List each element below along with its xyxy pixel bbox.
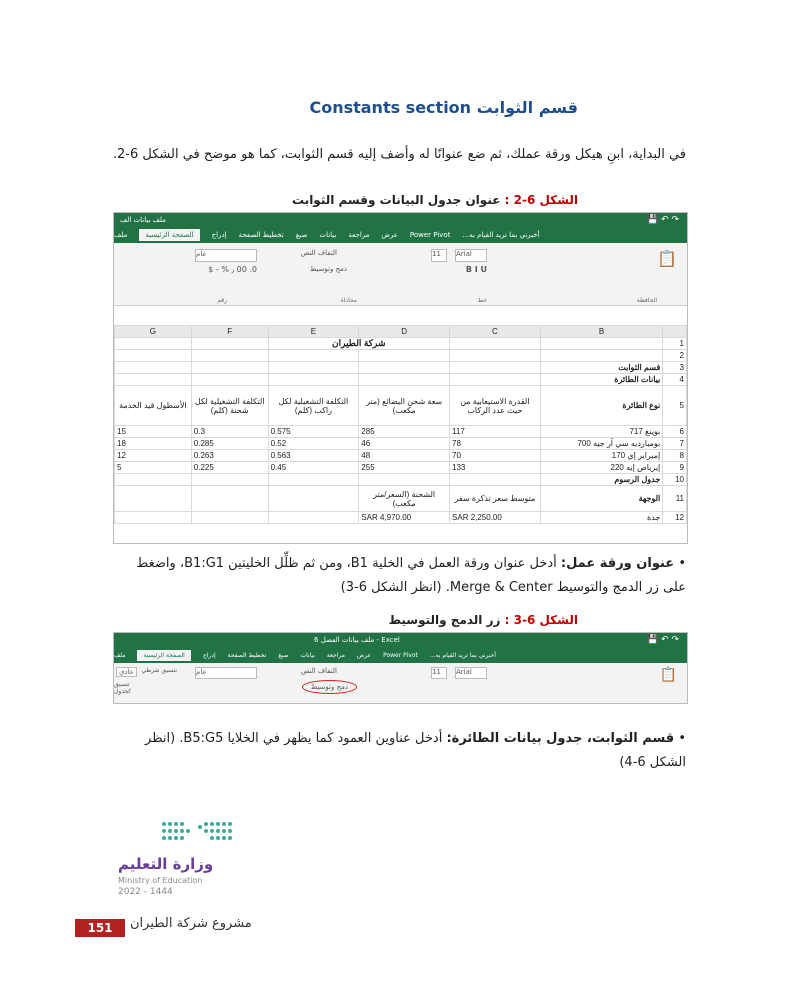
home-ribbon	[114, 243, 687, 306]
tab-power-pivot[interactable]: Power Pivot	[383, 651, 418, 659]
row-number[interactable]: 1	[663, 338, 687, 350]
ribbon-tabs	[114, 227, 687, 243]
data-cell[interactable]: 18	[115, 438, 192, 450]
window-title: ملف بيانات الفصل 6 - Excel	[314, 636, 400, 644]
font-name-select[interactable]: Arial	[455, 667, 487, 679]
bullet-constants-section	[110, 727, 686, 775]
tab-page-layout[interactable]: تخطيط الصفحة	[238, 231, 284, 239]
header-cell[interactable]: القدرة الاستيعابية من حيث عدد الركاب	[450, 386, 541, 426]
data-cell[interactable]: 5	[115, 462, 192, 474]
spreadsheet-grid	[114, 325, 687, 543]
tell-me-search[interactable]: أخبرني بما تريد القيام به...	[462, 231, 540, 239]
row-number[interactable]: 11	[663, 486, 687, 512]
tab-review[interactable]: مراجعة	[348, 231, 370, 239]
fees-header-cell[interactable]: الشحنة (السعر/متر مكعب)	[359, 486, 450, 512]
company-title-cell[interactable]: شركة الطيران	[268, 338, 449, 350]
row-number[interactable]: 3	[663, 362, 687, 374]
figure1-caption	[292, 193, 578, 207]
data-cell[interactable]: 0.45	[268, 462, 359, 474]
bold-italic-underline-buttons[interactable]: B I U	[465, 265, 487, 274]
tell-me-search[interactable]: أخبرني بما تريد القيام به...	[429, 651, 496, 659]
tab-insert[interactable]: إدراج	[211, 231, 227, 239]
col-header[interactable]: D	[359, 326, 450, 338]
header-cell[interactable]: التكلفة التشغيلية لكل شحنة (كلم)	[191, 386, 268, 426]
aircraft-type-cell[interactable]: إيرباص إيه 220	[540, 462, 663, 474]
format-table-button[interactable]: تنسيق كجدول	[114, 681, 132, 695]
tab-view[interactable]: عرض	[381, 231, 398, 239]
figure2-caption-text: زر الدمج والتوسيط	[388, 613, 501, 627]
home-ribbon	[114, 663, 687, 704]
tab-review[interactable]: مراجعة	[326, 651, 345, 659]
ribbon-tabs	[114, 647, 687, 663]
aircraft-type-cell[interactable]: بومبارديه سي آر جيه 700	[540, 438, 663, 450]
intro-paragraph: في البداية، ابنِ هيكل ورقة عملك، ثم ضع عنوانًا له وأضف إليه قسم الثوابت، كما هو موضح في الشكل 6-2.	[112, 147, 686, 162]
corner-cell[interactable]	[663, 326, 687, 338]
figure2-caption	[389, 613, 578, 627]
title-bar	[114, 633, 687, 647]
bullet-worksheet-title	[110, 552, 686, 600]
tab-view[interactable]: عرض	[356, 651, 372, 659]
window-title: ملف بيانات الف	[120, 216, 166, 224]
row-number[interactable]: 5	[663, 386, 687, 426]
data-cell[interactable]: 285	[359, 426, 450, 438]
paste-icon[interactable]: 📋	[657, 249, 677, 268]
fees-header-cell[interactable]: الوجهة	[540, 486, 663, 512]
data-cell[interactable]: 117	[450, 426, 541, 438]
bullet1-bold: عنوان ورقة عمل:	[560, 556, 675, 571]
data-cell[interactable]: 0.3	[191, 426, 268, 438]
group-number: رقم	[217, 297, 227, 304]
bullet-marker: •	[678, 731, 686, 746]
wrap-text-button[interactable]: التفاف النص	[300, 249, 337, 257]
title-bar	[114, 213, 687, 227]
bullet1-text: أدخل عنوان ورقة العمل في الخلية B1، ومن ثم ظلِّل الخليتين B1:G1، واضغط على زر الدمج والتوسيط Merge & Center. (انظر الشكل 6-3)	[136, 556, 686, 595]
header-cell[interactable]: نوع الطائرة	[540, 386, 663, 426]
logo-pattern-icon	[160, 818, 240, 848]
data-cell[interactable]: 0.263	[191, 450, 268, 462]
sheet-table	[114, 325, 687, 524]
tab-power-pivot[interactable]: Power Pivot	[409, 231, 451, 239]
header-cell[interactable]: سعة شحن البضائع (متر مكعب)	[359, 386, 450, 426]
aircraft-type-cell[interactable]: بوينغ 717	[540, 426, 663, 438]
currency-percent-buttons[interactable]: $ - % ٫ 00 .0	[208, 265, 257, 274]
save-icon[interactable]: 💾 ↶ ↷	[646, 635, 679, 645]
row-number[interactable]: 8	[663, 450, 687, 462]
destination-cell[interactable]: جدة	[540, 512, 663, 524]
ministry-name-arabic: وزارة التعليم	[118, 855, 214, 873]
tab-file[interactable]: ملف	[114, 231, 128, 239]
row-number[interactable]: 9	[663, 462, 687, 474]
font-name-select[interactable]: Arial	[455, 249, 487, 262]
group-alignment: محاذاة	[340, 297, 357, 304]
data-cell[interactable]: 133	[450, 462, 541, 474]
merge-center-button[interactable]: دمج وتوسيط	[309, 265, 347, 273]
data-cell[interactable]: 15	[115, 426, 192, 438]
data-cell[interactable]: 78	[450, 438, 541, 450]
row-number[interactable]: 7	[663, 438, 687, 450]
save-icon[interactable]: 💾 ↶ ↷	[646, 215, 679, 225]
table-row	[115, 450, 687, 462]
page-number-badge: 151	[75, 919, 125, 937]
bullet2-text: أدخل عناوين العمود كما يظهر في الخلايا B5:G5. (انظر الشكل 6-4)	[145, 731, 686, 770]
wrap-text-button[interactable]: التفاف النص	[300, 667, 337, 675]
figure1-caption-text: عنوان جدول البيانات وقسم الثوابت	[291, 193, 501, 207]
data-cell[interactable]: 0.52	[268, 438, 359, 450]
number-format-select[interactable]: عام	[195, 667, 257, 679]
table-row	[115, 462, 687, 474]
row-number[interactable]: 6	[663, 426, 687, 438]
data-cell[interactable]: 0.575	[268, 426, 359, 438]
figure1-label: الشكل 6-2 :	[504, 193, 578, 207]
font-size-select[interactable]: 11	[431, 667, 447, 679]
bullet2-bold: قسم الثوابت، جدول بيانات الطائرة:	[446, 731, 675, 746]
data-cell[interactable]: 0.563	[268, 450, 359, 462]
tab-file[interactable]: ملف	[114, 651, 126, 659]
normal-style-button[interactable]: عادي	[116, 667, 137, 677]
row-number[interactable]: 4	[663, 374, 687, 386]
number-format-select[interactable]: عام	[195, 249, 257, 262]
figure2-excel-screenshot	[113, 632, 688, 704]
row-number[interactable]: 12	[663, 512, 687, 524]
font-size-select[interactable]: 11	[431, 249, 447, 262]
tab-home[interactable]: الصفحة الرئيسية	[137, 650, 190, 661]
figure2-label: الشكل 6-3 :	[504, 613, 578, 627]
header-cell[interactable]: الأسطول قيد الخدمة	[115, 386, 192, 426]
constants-label-cell[interactable]: قسم الثوابت	[540, 362, 663, 374]
paste-icon[interactable]: 📋	[659, 667, 677, 683]
tab-home[interactable]: الصفحة الرئيسية	[139, 229, 199, 241]
data-cell[interactable]: 255	[359, 462, 450, 474]
group-font: خط	[477, 297, 487, 304]
tab-insert[interactable]: إدراج	[202, 651, 216, 659]
fees-header-cell[interactable]: متوسط سعر تذكرة سفر	[450, 486, 541, 512]
data-cell[interactable]: 46	[359, 438, 450, 450]
section-title: قسم الثوابت Constants section	[309, 98, 578, 117]
tab-formulas[interactable]: صيغ	[278, 651, 289, 659]
tab-data[interactable]: بيانات	[319, 231, 337, 239]
data-cell[interactable]: 12	[115, 450, 192, 462]
conditional-format-button[interactable]: تنسيق شرطي	[141, 667, 177, 674]
fees-label-cell[interactable]: جدول الرسوم	[540, 474, 663, 486]
cargo-price-cell[interactable]: SAR 4,970.00	[359, 512, 450, 524]
col-header[interactable]: C	[450, 326, 541, 338]
col-header[interactable]: B	[540, 326, 663, 338]
merge-center-button[interactable]: دمج وتوسيط	[302, 680, 357, 694]
row-number[interactable]: 10	[663, 474, 687, 486]
ministry-logo-dots	[160, 818, 240, 848]
ministry-year: 2022 - 1444	[118, 887, 173, 897]
data-cell[interactable]: 48	[359, 450, 450, 462]
col-header[interactable]: F	[191, 326, 268, 338]
tab-formulas[interactable]: صيغ	[295, 231, 308, 239]
ticket-price-cell[interactable]: SAR 2,250.00	[450, 512, 541, 524]
group-clipboard: الحافظة	[636, 297, 657, 304]
bullet-marker: •	[678, 556, 686, 571]
tab-data[interactable]: بيانات	[300, 651, 315, 659]
data-cell[interactable]: 0.225	[191, 462, 268, 474]
project-name: مشروع شركة الطيران	[130, 916, 252, 931]
figure1-excel-screenshot	[113, 212, 688, 544]
data-cell[interactable]: 0.285	[191, 438, 268, 450]
row-number[interactable]: 2	[663, 350, 687, 362]
aircraft-label-cell[interactable]: بيانات الطائرة	[540, 374, 663, 386]
header-cell[interactable]: التكلفة التشغيلية لكل راكب (كلم)	[268, 386, 359, 426]
col-header[interactable]: G	[115, 326, 192, 338]
table-row	[115, 426, 687, 438]
ministry-name-english: Ministry of Education	[118, 876, 203, 885]
tab-page-layout[interactable]: تخطيط الصفحة	[227, 651, 267, 659]
table-row	[115, 438, 687, 450]
data-cell[interactable]: 70	[450, 450, 541, 462]
aircraft-type-cell[interactable]: إمبراير إي 170	[540, 450, 663, 462]
col-header[interactable]: E	[268, 326, 359, 338]
